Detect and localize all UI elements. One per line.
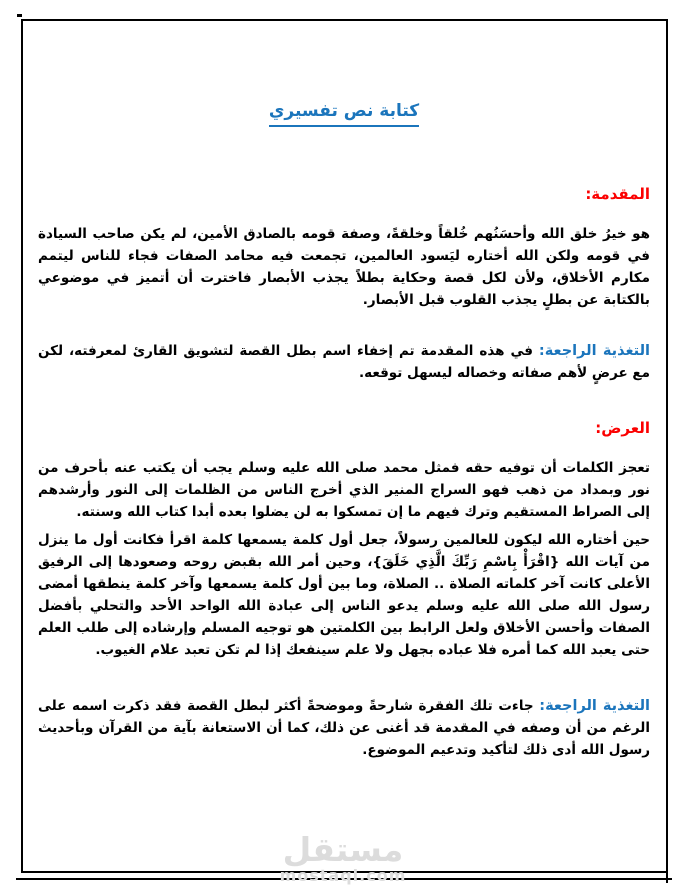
watermark-domain-text: mostaql.com xyxy=(279,866,407,885)
presentation-heading: العرض: xyxy=(595,419,650,437)
watermark-brand-text: مستقل xyxy=(282,830,404,869)
feedback-2-label: التغذية الراجعة: xyxy=(539,697,650,714)
presentation-section-heading-row xyxy=(38,417,650,440)
corner-tick-mark xyxy=(17,14,22,17)
intro-paragraph: هو خيرُ خلق الله وأحسَنُهم خُلقاً وخلقةً، وصفة قومه بالصادق الأمين، لم يكن صاحب السيادة في قومه ولكن الله أختاره ليَسود العالمين، تجمعت فيه محامد الصفات فجاء للناس ليتمم مكارم الأخلاق، ولأن لكل قصة وحكاية بطلاً يجذب الأبصار فاخترت أن أتميز في موضوعي بالكتابة عن بطلٍ يجذب القلوب قبل الأبصار. xyxy=(38,225,650,308)
feedback-paragraph-1 xyxy=(38,340,650,384)
intro-section-heading-row xyxy=(38,183,650,206)
watermark xyxy=(0,830,686,885)
feedback-2-text: جاءت تلك الفقرة شارحةً وموضحةً أكثر لبطل القصة فقد ذكرت اسمه على الرغم من أن وصفه في المقدمة قد أغنى عن ذلك، كما أن الاستعانة بآية من القرآن وبأحديث رسول الله أدى ذلك لتأكيد وتدعيم الموضوع. xyxy=(38,697,650,758)
page-title: كتابة نص تفسيري xyxy=(269,100,419,127)
intro-heading: المقدمة: xyxy=(585,185,650,203)
feedback-1-label: التغذية الراجعة: xyxy=(538,342,651,359)
feedback-1-text: في هذه المقدمة تم إخفاء اسم بطل القصة لتشويق القارئ لمعرفته، لكن مع عرضٍ لأهم صفاته وخصاله ليسهل توقعه. xyxy=(38,342,650,381)
title-row xyxy=(38,100,650,127)
feedback-paragraph-2 xyxy=(38,695,650,761)
presentation-paragraph-2: حين أختاره الله ليكون للعالمين رسولاً، جعل أول كلمة يسمعها كلمة اقرأ فكانت أول ما ينزل من آيات الله {اقْرَأْ بِاسْمِ رَبِّكَ الَّذِي خَلَقَ}، وحين أمر الله بقبض روحه وصعودها إلى الرفيق الأعلى كانت آخر كلماته الصلاة .. الصلاة، وما بين أول كلمة يسمعها وآخر كلمة ينطقها أمضى رسول الله صلى الله عليه وسلم يدعو الناس إلى عبادة الله الواحد الأحد والتحلي بأفضل الصفات وأحسن الأخلاق ولعل الرابط بين الكلمتين هو توجيه المسلم وإرشاده إلى طلب العلم حتى يعبد الله كما أمره فلا عباده بجهل ولا علم سينفعك إذا لم تكن تعبد علام الغيوب. xyxy=(38,531,650,658)
presentation-paragraph-1: تعجز الكلمات أن توفيه حقه فمثل محمد صلى الله عليه وسلم يجب أن يكتب عنه بأحرف من نور وبمداد من ذهب فهو السراج المنير الذي أخرج الناس من الظلمات إلى النور وأرشدهم إلى الصراط المستقيم وترك فيهم ما إن تمسكوا به لن يضلوا بعده أبدا كتاب الله وسنته. xyxy=(38,459,650,520)
